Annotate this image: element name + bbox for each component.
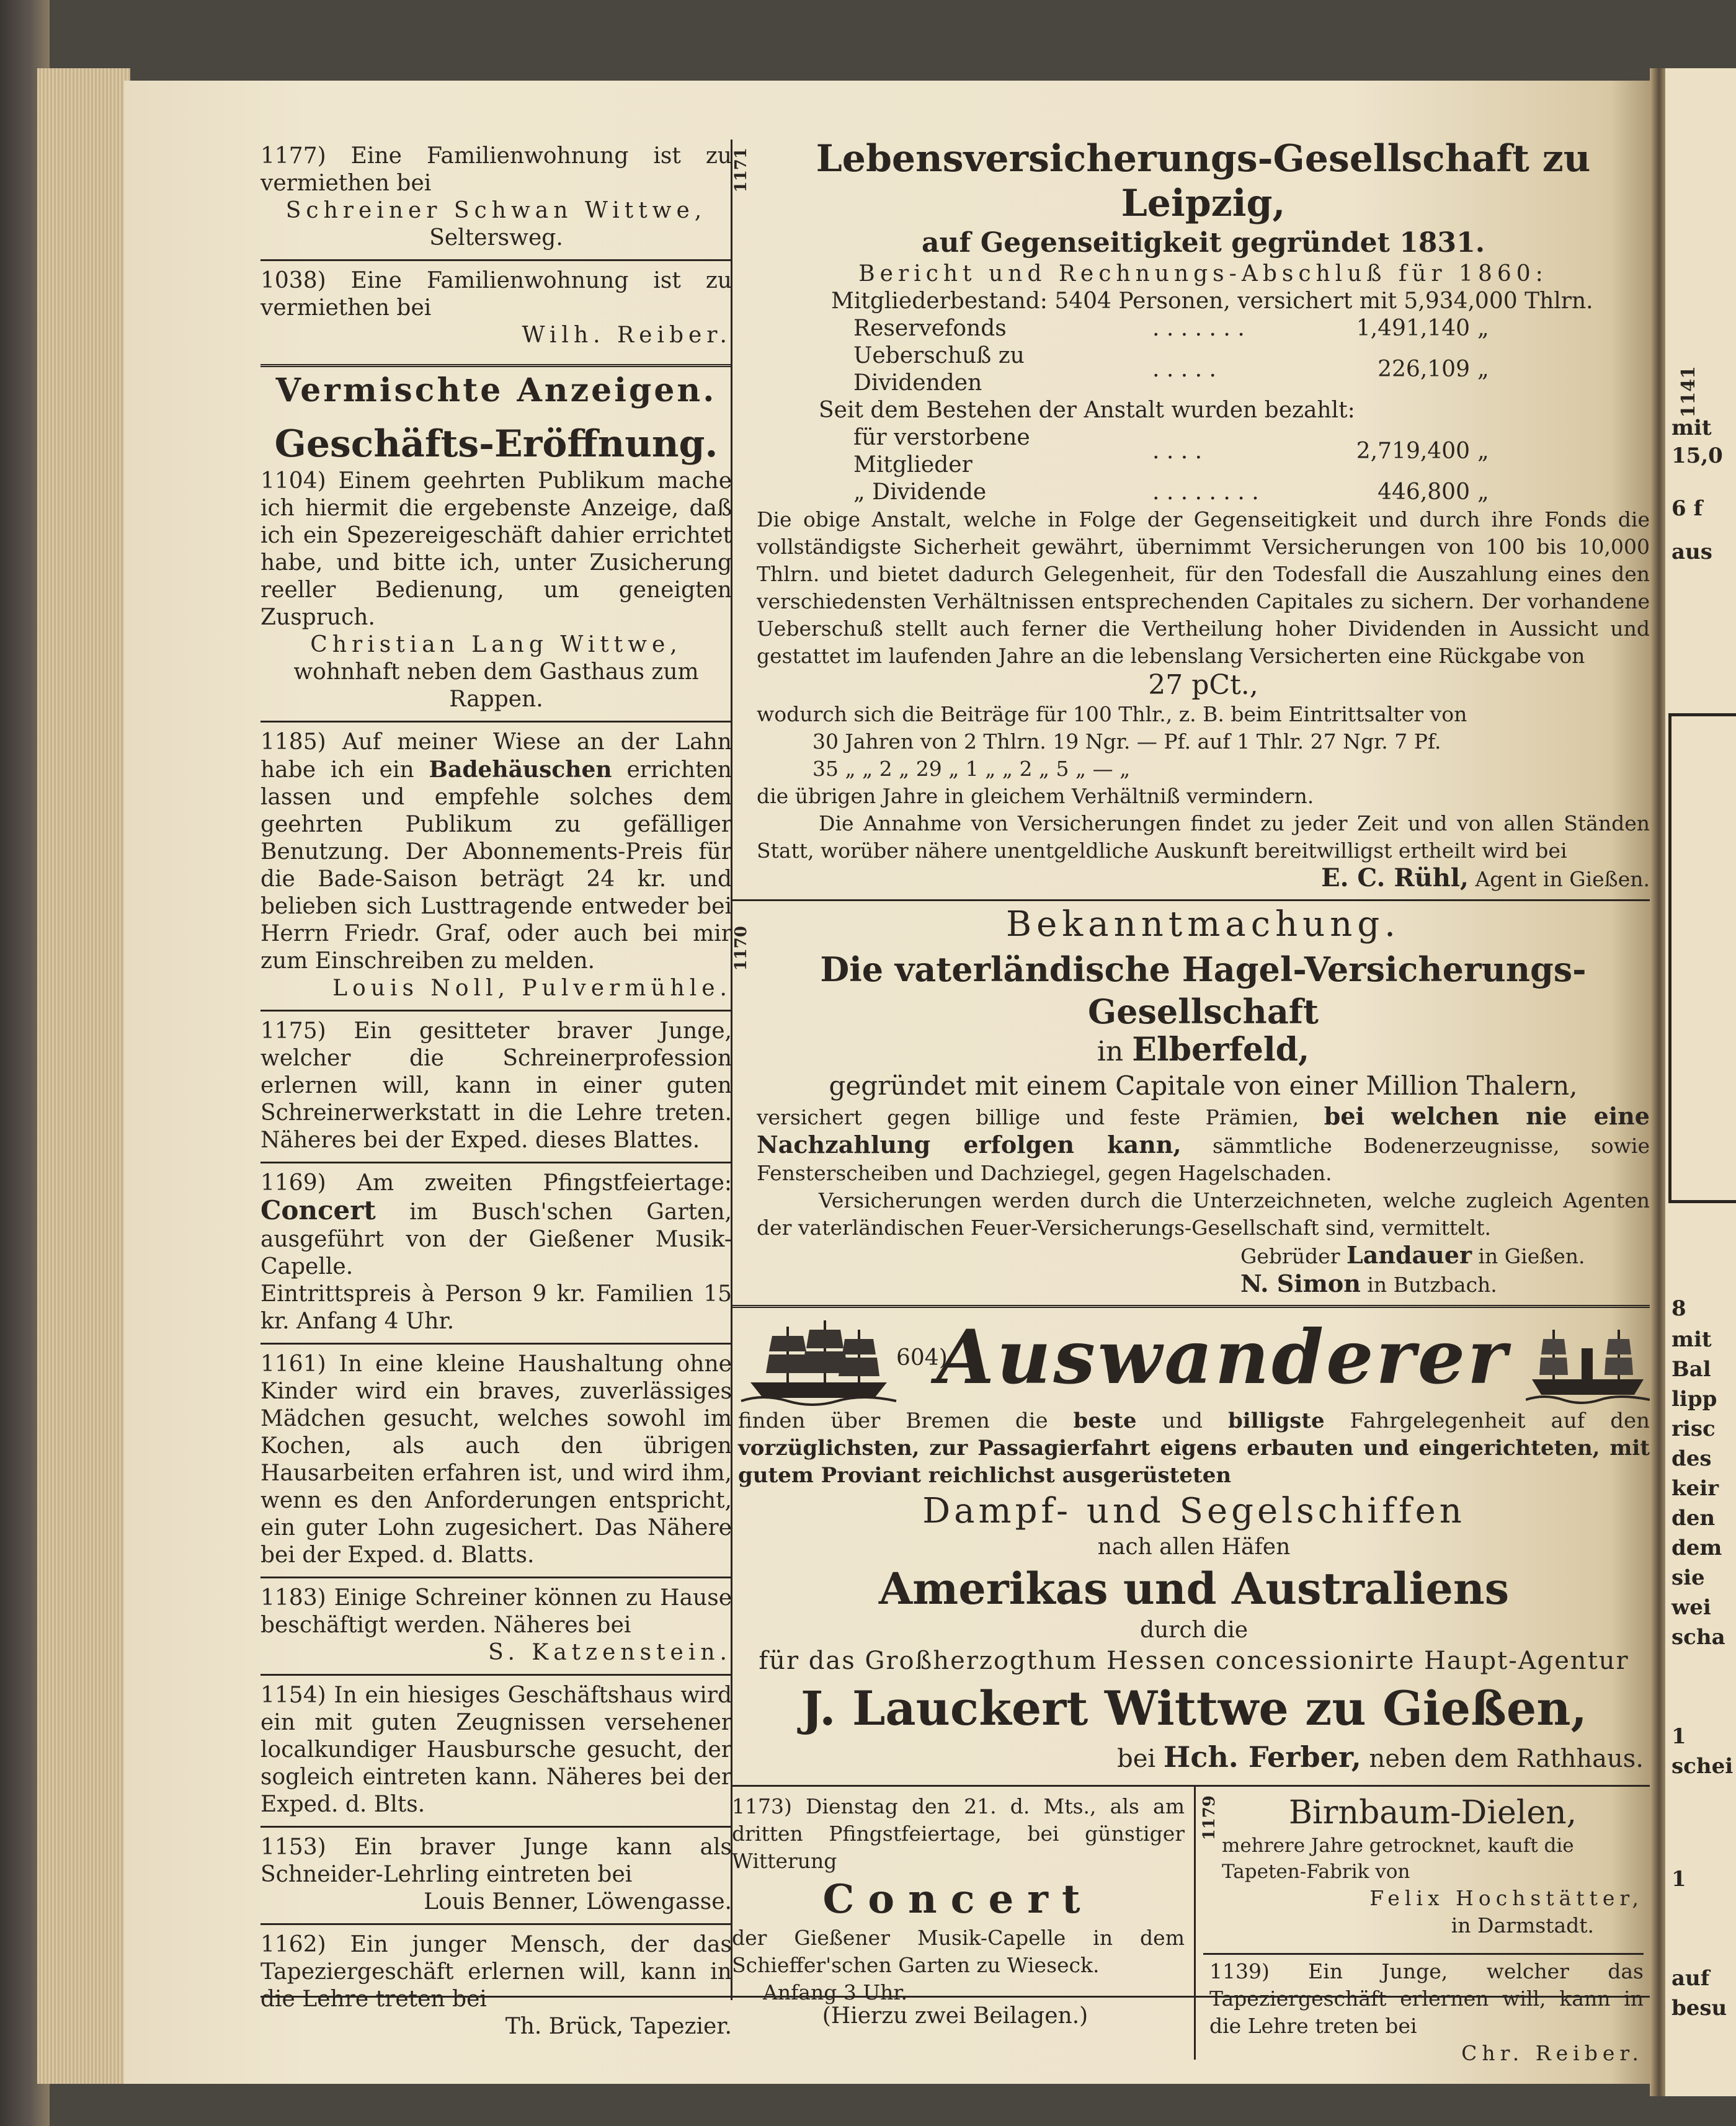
figure-value: 446,800 [1378, 479, 1470, 505]
hail-highlight: bei welchen nie eine Nachzahlung erfolgen kann, [757, 1102, 1650, 1159]
right-fragment: 15,0 [1671, 443, 1723, 468]
figure-label: Ueberschuß zu Dividenden [853, 343, 1025, 396]
hail-agent-1-name: Landauer [1346, 1241, 1472, 1269]
main-column [732, 136, 1650, 2072]
ad-1179 [1222, 1793, 1644, 1939]
ad-1153 [260, 1828, 732, 1923]
right-page-side-number: 1141 [1678, 366, 1699, 418]
life-insurance-body: Die obige Anstalt, welche in Folge der Gegenseitigkeit und durch ihre Fonds die vollständigste Sicherheit gewährt, übernimmt Versicherungen von 100 bis 10,000 Thlrn. und bietet dadurch Gelegenheit, für den Todesfall die Auszahlung eines den verschiedensten Verhältnissen entsprechenden Capitales zu sichern. Der vorhandene Ueberschuß stellt auch ferner die Vertheilung hoher Dividenden in Aussicht und gestattet im laufenden Jahre an die lebenslang Versicherten eine Rückgabe von [757, 507, 1650, 668]
ad-1153-name: Louis Benner, Löwengasse. [424, 1889, 732, 1915]
hail-agent-1-place: in Gießen. [1478, 1244, 1585, 1268]
life-insurance-line-30: 30 Jahren von 2 Thlrn. 19 Ngr. — Pf. auf 1 Thlr. 27 Ngr. 7 Pf. [812, 729, 1441, 754]
figure-value: 1,491,140 [1356, 316, 1470, 341]
right-fragment: besu [1671, 1996, 1727, 2021]
right-fragment: aus [1671, 540, 1712, 564]
hail-agent-2-place: in Butzbach. [1367, 1273, 1497, 1297]
hail-agent-2 [757, 1270, 1650, 1299]
ad-1173-text-2: der Gießener Musik-Capelle in dem Schieffer'schen Garten zu Wieseck. [732, 1926, 1185, 1977]
hail-insurance-heading: Bekanntmachung. [1006, 904, 1400, 945]
ad-1161 [260, 1345, 732, 1577]
ad-1177-address: Seltersweg. [429, 225, 563, 251]
life-insurance-percent: 27 pCt., [1148, 669, 1258, 701]
figure-label: „ Dividende [853, 479, 987, 505]
ad-1179-name: Felix Hochstätter, [1369, 1886, 1644, 1910]
ad-1104-title: Geschäfts-Eröffnung. [274, 422, 718, 466]
life-insurance-body-2: wodurch sich die Beiträge für 100 Thlr., z. B. beim Eintrittsalter von [757, 702, 1467, 726]
right-fragment: 1 [1671, 1867, 1686, 1892]
right-fragment: des [1671, 1446, 1712, 1471]
hail-insurance-city-name: Elberfeld, [1132, 1031, 1310, 1069]
ad-1169-highlight: Concert [260, 1195, 376, 1225]
ad-1169-text-3: Eintrittspreis à Person 9 kr. Familien 15 kr. Anfang 4 Uhr. [260, 1281, 732, 1334]
ad-1153-text: 1153) Ein braver Junge kann als Schneider-Lehrling eintreten bei [260, 1835, 732, 1887]
emigrants-number: 604) [896, 1345, 948, 1371]
emigrants-heading: Auswanderer [937, 1314, 1510, 1401]
ad-1177 [260, 136, 732, 259]
figure-unit: „ [1477, 438, 1489, 464]
right-fragment: 8 [1671, 1296, 1686, 1321]
ad-1169-text-2: im Busch'schen Garten, ausgeführt von der Gießener Musik-Capelle. [260, 1199, 732, 1279]
members-label: Mitgliederbestand: [831, 288, 1048, 314]
ad-1183 [260, 1578, 732, 1674]
emigrants-destinations: Amerikas und Australiens [878, 1563, 1510, 1614]
figure-label: für verstorbene Mitglieder [853, 425, 1030, 478]
right-fragment: keir [1671, 1476, 1719, 1501]
life-insurance-body-3: die übrigen Jahre in gleichem Verhältniß vermindern. [757, 784, 1314, 808]
ad-1173-concert: Concert [822, 1876, 1094, 1923]
right-fragment: 1 [1671, 1724, 1686, 1749]
right-fragment: mit [1671, 1327, 1712, 1352]
emigrants-via: durch die [1139, 1617, 1249, 1643]
hail-insurance-founded: gegründet mit einem Capitale von einer Million Thalern, [829, 1070, 1578, 1101]
right-fragment: auf [1671, 1966, 1710, 1991]
ad-1038-name: Wilh. Reiber. [522, 322, 732, 348]
ad-1104-address: wohnhaft neben dem Gasthaus zum Rappen. [293, 659, 699, 712]
emigrants-branch-pre: bei [1117, 1745, 1156, 1773]
ad-1038-text: 1038) Eine Familienwohnung ist zu vermiethen bei [260, 268, 732, 321]
emigrants-text [738, 1407, 1650, 1489]
ad-1179-text: mehrere Jahre getrocknet, kauft die Tapeten-Fabrik von [1222, 1835, 1574, 1883]
steamship-icon [1526, 1320, 1650, 1407]
life-insurance-since: Seit dem Bestehen der Anstalt wurden bezahlt: [819, 398, 1355, 423]
ad-1173-time: Anfang 3 Uhr. [763, 1980, 908, 2004]
ad-1175 [260, 1012, 732, 1162]
ad-1169-text: 1169) Am zweiten Pfingstfeiertage: [260, 1170, 732, 1196]
hail-agent-1 [757, 1242, 1650, 1270]
ad-1185-text: 1185) Auf meiner Wiese an der Lahn habe ich ein [260, 729, 732, 783]
life-insurance-side-number: 1171 [732, 148, 750, 193]
emigrants-branch-post: neben dem Rathhaus. [1369, 1745, 1644, 1773]
ad-1104-text: 1104) Einem geehrten Publikum mache ich hiermit die ergebenste Anzeige, daß ich ein Spezereigeschäft dahier errichtet habe, und bitte ich, unter Zusicherung reeller Bedienung, um geneigten Zuspruch. [260, 468, 732, 630]
hail-agent-1-pre: Gebrüder [1240, 1244, 1340, 1268]
ad-1179-place: in Darmstadt. [1451, 1913, 1594, 1937]
life-insurance-report: Bericht und Rechnungs-Abschluß für 1860: [858, 261, 1548, 287]
ad-1179-heading: Birnbaum-Dielen, [1288, 1794, 1577, 1831]
life-insurance-agent [757, 865, 1650, 893]
ad-1177-text: 1177) Eine Familienwohnung ist zu vermiethen bei [260, 143, 732, 196]
right-fragment: wei [1671, 1595, 1711, 1620]
right-fragment: scha [1671, 1625, 1725, 1650]
figure-row [850, 315, 1493, 342]
figure-value: 226,109 [1378, 357, 1470, 382]
right-fragment: sie [1671, 1565, 1705, 1590]
figure-dots: . . . . . . . . [1152, 479, 1259, 505]
ad-1162-name: Th. Brück, Tapezier. [505, 2014, 732, 2039]
hail-insurance-title: Die vaterländische Hagel-Versicherungs-Gesellschaft [820, 950, 1587, 1031]
hail-insurance-city [757, 1033, 1650, 1069]
ad-1185-name: Louis Noll, Pulvermühle. [332, 976, 732, 1001]
right-fragment: schei [1671, 1754, 1734, 1779]
life-insurance-subtitle: auf Gegenseitigkeit gegründet 1831. [921, 227, 1485, 259]
right-fragment: risc [1671, 1417, 1716, 1441]
ad-1175-text: 1175) Ein gesitteter braver Junge, welcher die Schreinerprofession erlernen will, kann in einer guten Schreinerwerkstatt in die Lehre treten. Näheres bei der Exped. dieses Blattes. [260, 1018, 732, 1153]
ad-1154-text: 1154) In ein hiesiges Geschäftshaus wird ein mit guten Zeugnissen versehener localkundiger Hausbursche gesucht, der sogleich eintreten kann. Näheres bei der Exped. d. Blts. [260, 1683, 732, 1817]
hail-insurance-in: in [1097, 1036, 1124, 1067]
ad-1139-name: Chr. Reiber. [1461, 2041, 1644, 2065]
hail-insurance-text [757, 1103, 1650, 1187]
emigrants-bold-3: vorzüglichsten, zur Passagierfahrt eigens erbauten und eingerichteten, mit gutem Proviant reichlichst ausgerüsteten [738, 1436, 1650, 1488]
members-value: 5404 Personen, versichert mit 5,934,000 Thlrn. [1054, 288, 1593, 314]
ad-1185-highlight: Badehäuschen [429, 757, 612, 783]
ad-1179-side-number: 1179 [1200, 1795, 1219, 1841]
ad-1185-text-2: errichten lassen und empfehle solches dem geehrten Publikum zu gefälliger Benutzung. Der Abonnements-Preis für die Bade-Saison beträgt 24 kr. und belieben sich Lusttragende entweder bei Herrn Friedr. Graf, oder auch bei mir zum Einschreiben zu melden. [260, 757, 732, 974]
ad-1104 [260, 414, 732, 721]
hail-text-2: sämmtliche Bodenerzeugnisse, sowie Fensterscheiben und Dachziegel, gegen Hagelschaden. [757, 1134, 1650, 1185]
emigrants-ad [732, 1308, 1650, 1776]
emigrants-text-1: finden über Bremen die [738, 1408, 1048, 1433]
emigrants-ports: nach allen Häfen [1097, 1534, 1291, 1560]
life-insurance-figures [850, 315, 1493, 397]
right-fragment: lipp [1671, 1387, 1717, 1412]
emigrants-header [738, 1314, 1650, 1407]
ad-1162-text: 1162) Ein junger Mensch, der das Tapeziergeschäft erlernen will, kann in die Lehre treten bei [260, 1932, 732, 2012]
figure-row [850, 479, 1493, 506]
right-fragment: Bal [1671, 1357, 1711, 1382]
figure-dots: . . . . . [1152, 357, 1216, 382]
hail-agent-2-name: N. Simon [1240, 1270, 1361, 1297]
figure-unit: „ [1477, 357, 1489, 382]
hail-insurance-side-number: 1170 [732, 926, 750, 971]
agent-place: Agent in Gießen. [1475, 867, 1650, 891]
figure-dots: . . . . [1152, 438, 1203, 464]
figure-row [850, 424, 1493, 479]
emigrants-branch-name: Hch. Ferber, [1163, 1740, 1361, 1774]
figure-value: 2,719,400 [1356, 438, 1470, 464]
right-fragment: mit [1671, 416, 1712, 440]
ad-1173 [732, 1793, 1185, 2006]
life-insurance-ad [732, 136, 1650, 893]
ad-1183-text: 1183) Einige Schreiner können zu Hause beschäftigt werden. Näheres bei [260, 1585, 732, 1638]
right-fragment: den [1671, 1506, 1716, 1531]
ad-1154 [260, 1676, 732, 1826]
life-insurance-title: Lebensversicherungs-Gesellschaft zu Leipzig, [816, 137, 1591, 225]
ad-1161-text: 1161) In eine kleine Haushaltung ohne Kinder wird ein braves, zuverlässiges Mädchen gesucht, welches sowohl im Kochen, als auch den übrigen Hausarbeiten erfahren ist, und wird ihm, wenn es den Anforderungen entspricht, ein guter Lohn zugesichert. Das Nähere bei der Exped. d. Blatts. [260, 1351, 732, 1568]
ad-1139-text: 1139) Ein Junge, welcher das Tapeziergeschäft erlernen will, kann in die Lehre treten bei [1209, 1959, 1644, 2038]
life-insurance-body-4: Die Annahme von Versicherungen findet zu jeder Zeit und von allen Ständen Statt, worüber nähere unentgeldliche Auskunft bereitwilligst ertheilt wird bei [757, 811, 1650, 863]
emigrants-bold-2: billigste [1228, 1408, 1325, 1433]
figure-label: Reservefonds [853, 316, 1007, 341]
life-insurance-members [757, 288, 1650, 315]
agent-name: E. C. Rühl, [1321, 863, 1469, 892]
hail-text-3: Versicherungen werden durch die Unterzeichneten, welche zugleich Agenten der vaterländischen Feuer-Versicherungs-Gesellschaft sind, vermittelt. [757, 1188, 1650, 1240]
figure-dots: . . . . . . . [1152, 316, 1245, 341]
figure-unit: „ [1477, 316, 1489, 341]
life-insurance-paid [850, 424, 1493, 506]
page-stack-edge [37, 68, 130, 2084]
emigrants-agency: für das Großherzogthum Hessen concessionirte Haupt-Agentur [759, 1647, 1629, 1675]
footer-rule [260, 1996, 1650, 1998]
left-column [260, 136, 732, 2048]
life-insurance-line-35: 35 „ „ 2 „ 29 „ 1 „ „ 2 „ 5 „ — „ [812, 757, 1131, 781]
emigrants-agent: J. Lauckert Wittwe zu Gießen, [801, 1681, 1587, 1736]
ad-1038 [260, 261, 732, 357]
emigrants-ships: Dampf- und Segelschiffen [922, 1491, 1466, 1531]
right-facing-page [1665, 68, 1736, 2096]
right-fragment: dem [1671, 1536, 1722, 1560]
ad-1169 [260, 1163, 732, 1343]
ad-1104-name: Christian Lang Wittwe, [310, 632, 682, 657]
footer-note: (Hierzu zwei Beilagen.) [822, 2003, 1088, 2029]
section-heading: Vermischte Anzeigen. [275, 371, 717, 409]
emigrants-bold-1: beste [1073, 1408, 1137, 1433]
right-page-box [1668, 713, 1736, 1203]
ad-1183-name: S. Katzenstein. [488, 1640, 732, 1665]
ad-1177-name: Schreiner Schwan Wittwe, [285, 198, 707, 223]
hail-insurance-ad [732, 901, 1650, 1299]
figure-unit: „ [1477, 479, 1489, 505]
hail-text-1: versichert gegen billige und feste Prämien, [757, 1105, 1299, 1129]
right-fragment: 6 f [1671, 496, 1703, 521]
emigrants-text-3: Fahrgelegenheit auf den [1350, 1408, 1650, 1433]
emigrants-text-2: und [1162, 1408, 1203, 1433]
emigrants-branch [738, 1740, 1650, 1776]
sailing-ship-icon [738, 1314, 899, 1407]
ad-1185 [260, 723, 732, 1010]
ad-1173-text: 1173) Dienstag den 21. d. Mts., als am dritten Pfingstfeiertage, bei günstiger Witterung [732, 1794, 1185, 1873]
figure-row [850, 342, 1493, 397]
